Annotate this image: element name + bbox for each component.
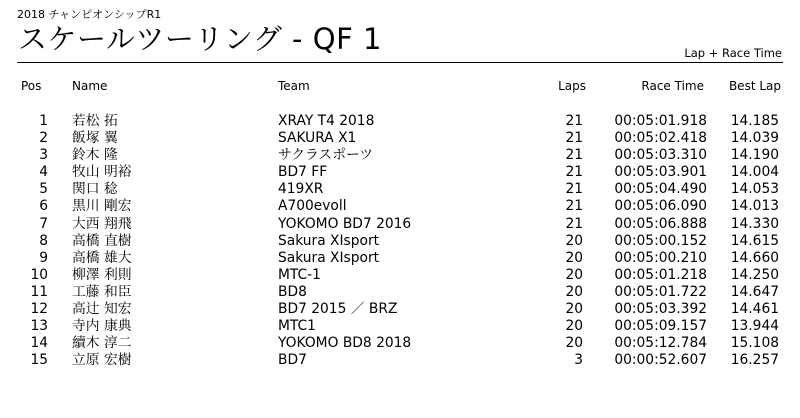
position-cell: 5	[39, 181, 48, 198]
table-row	[0, 233, 800, 250]
team-cell: Sakura XIsport	[278, 249, 380, 266]
driver-name-cell: 高橋 雄大	[72, 249, 132, 266]
team-cell: MTC1	[278, 318, 316, 335]
table-row	[0, 352, 800, 369]
laps-cell: 20	[565, 266, 583, 283]
best-lap-cell: 14.615	[730, 232, 779, 249]
driver-name-cell: 黒川 剛宏	[72, 198, 132, 215]
race-time-cell: 00:05:06.090	[614, 198, 707, 215]
position-cell: 4	[39, 164, 48, 181]
event-subtitle: 2018 チャンピオンシップR1	[17, 8, 162, 21]
driver-name-cell: 飯塚 翼	[72, 130, 118, 147]
best-lap-cell: 14.660	[730, 249, 779, 266]
driver-name-cell: 寺内 康典	[72, 318, 132, 335]
position-cell: 2	[39, 130, 48, 147]
column-header-laps: Laps	[558, 79, 586, 93]
best-lap-cell: 14.461	[730, 301, 779, 318]
position-cell: 9	[39, 249, 48, 266]
column-header-team: Team	[278, 79, 310, 93]
column-header-pos: Pos	[21, 79, 42, 93]
driver-name-cell: 高橋 直樹	[72, 232, 132, 249]
best-lap-cell: 14.190	[730, 147, 779, 164]
best-lap-cell: 16.257	[730, 352, 779, 369]
best-lap-cell: 14.250	[730, 266, 779, 283]
team-cell: XRAY T4 2018	[278, 113, 375, 129]
best-lap-cell: 14.185	[730, 113, 779, 129]
best-lap-cell: 14.647	[730, 283, 779, 300]
team-cell: BD7 FF	[278, 164, 328, 181]
table-row	[0, 181, 800, 198]
race-time-cell: 00:05:01.722	[614, 283, 707, 300]
table-row	[0, 301, 800, 318]
race-time-cell: 00:05:02.418	[614, 130, 707, 147]
team-cell: BD7 2015 ／ BRZ	[278, 301, 398, 318]
race-time-cell: 00:05:09.157	[614, 318, 707, 335]
position-cell: 11	[30, 283, 48, 300]
table-row	[0, 318, 800, 335]
table-row	[0, 113, 800, 130]
laps-cell: 20	[565, 335, 583, 352]
race-time-cell: 00:05:00.152	[614, 232, 707, 249]
race-time-cell: 00:05:12.784	[614, 335, 707, 352]
team-cell: Sakura XIsport	[278, 232, 380, 249]
table-row	[0, 130, 800, 147]
table-row	[0, 250, 800, 267]
position-cell: 7	[39, 215, 48, 232]
best-lap-cell: 14.013	[730, 198, 779, 215]
race-time-cell: 00:05:00.210	[614, 249, 707, 266]
best-lap-cell: 14.039	[730, 130, 779, 147]
position-cell: 13	[30, 318, 48, 335]
best-lap-cell: 15.108	[730, 335, 779, 352]
best-lap-cell: 14.053	[730, 181, 779, 198]
column-header-race-time: Race Time	[641, 79, 704, 93]
driver-name-cell: 若松 拓	[72, 113, 118, 129]
position-cell: 6	[39, 198, 48, 215]
race-time-cell: 00:00:52.607	[614, 352, 707, 369]
laps-cell: 20	[565, 318, 583, 335]
team-cell: SAKURA X1	[278, 130, 357, 147]
laps-cell: 21	[565, 147, 583, 164]
driver-name-cell: 工藤 和臣	[72, 283, 132, 300]
table-row	[0, 335, 800, 352]
team-cell: サクラスポーツ	[278, 147, 374, 164]
race-time-cell: 00:05:04.490	[614, 181, 707, 198]
position-cell: 10	[30, 266, 48, 283]
column-header-name: Name	[72, 79, 108, 93]
laps-cell: 20	[565, 249, 583, 266]
race-time-cell: 00:05:01.218	[614, 266, 707, 283]
team-cell: BD7	[278, 352, 307, 369]
driver-name-cell: 大西 翔飛	[72, 215, 132, 232]
team-cell: BD8	[278, 283, 307, 300]
results-table	[0, 113, 800, 369]
laps-cell: 20	[565, 232, 583, 249]
driver-name-cell: 高辻 知宏	[72, 301, 132, 318]
report-type-label: Lap + Race Time	[684, 46, 782, 60]
race-time-cell: 00:05:01.918	[614, 113, 707, 129]
page-title: スケールツーリング - QF 1	[18, 22, 382, 56]
laps-cell: 21	[565, 164, 583, 181]
driver-name-cell: 牧山 明裕	[72, 164, 132, 181]
laps-cell: 20	[565, 283, 583, 300]
race-time-cell: 00:05:03.392	[614, 301, 707, 318]
best-lap-cell: 13.944	[730, 318, 779, 335]
header-divider	[17, 62, 783, 63]
position-cell: 3	[39, 147, 48, 164]
table-row	[0, 284, 800, 301]
position-cell: 14	[30, 335, 48, 352]
table-row	[0, 216, 800, 233]
table-row	[0, 164, 800, 181]
best-lap-cell: 14.004	[730, 164, 779, 181]
race-time-cell: 00:05:06.888	[614, 215, 707, 232]
laps-cell: 21	[565, 198, 583, 215]
laps-cell: 21	[565, 181, 583, 198]
race-time-cell: 00:05:03.901	[614, 164, 707, 181]
driver-name-cell: 柳澤 利則	[72, 266, 132, 283]
position-cell: 8	[39, 232, 48, 249]
best-lap-cell: 14.330	[730, 215, 779, 232]
driver-name-cell: 鈴木 隆	[72, 147, 118, 164]
team-cell: MTC-1	[278, 266, 321, 283]
column-header-best-lap: Best Lap	[728, 79, 781, 93]
laps-cell: 3	[574, 352, 583, 369]
team-cell: YOKOMO BD8 2018	[278, 335, 412, 352]
position-cell: 12	[30, 301, 48, 318]
team-cell: A700evoll	[278, 198, 347, 215]
driver-name-cell: 立原 宏樹	[72, 352, 132, 369]
table-row	[0, 267, 800, 284]
driver-name-cell: 續木 淳二	[72, 335, 132, 352]
laps-cell: 21	[565, 130, 583, 147]
laps-cell: 20	[565, 301, 583, 318]
position-cell: 1	[39, 113, 48, 129]
laps-cell: 21	[565, 113, 583, 129]
position-cell: 15	[30, 352, 48, 369]
driver-name-cell: 関口 稔	[72, 181, 118, 198]
team-cell: YOKOMO BD7 2016	[278, 215, 412, 232]
team-cell: 419XR	[278, 181, 324, 198]
table-row	[0, 147, 800, 164]
table-row	[0, 198, 800, 215]
laps-cell: 21	[565, 215, 583, 232]
race-time-cell: 00:05:03.310	[614, 147, 707, 164]
